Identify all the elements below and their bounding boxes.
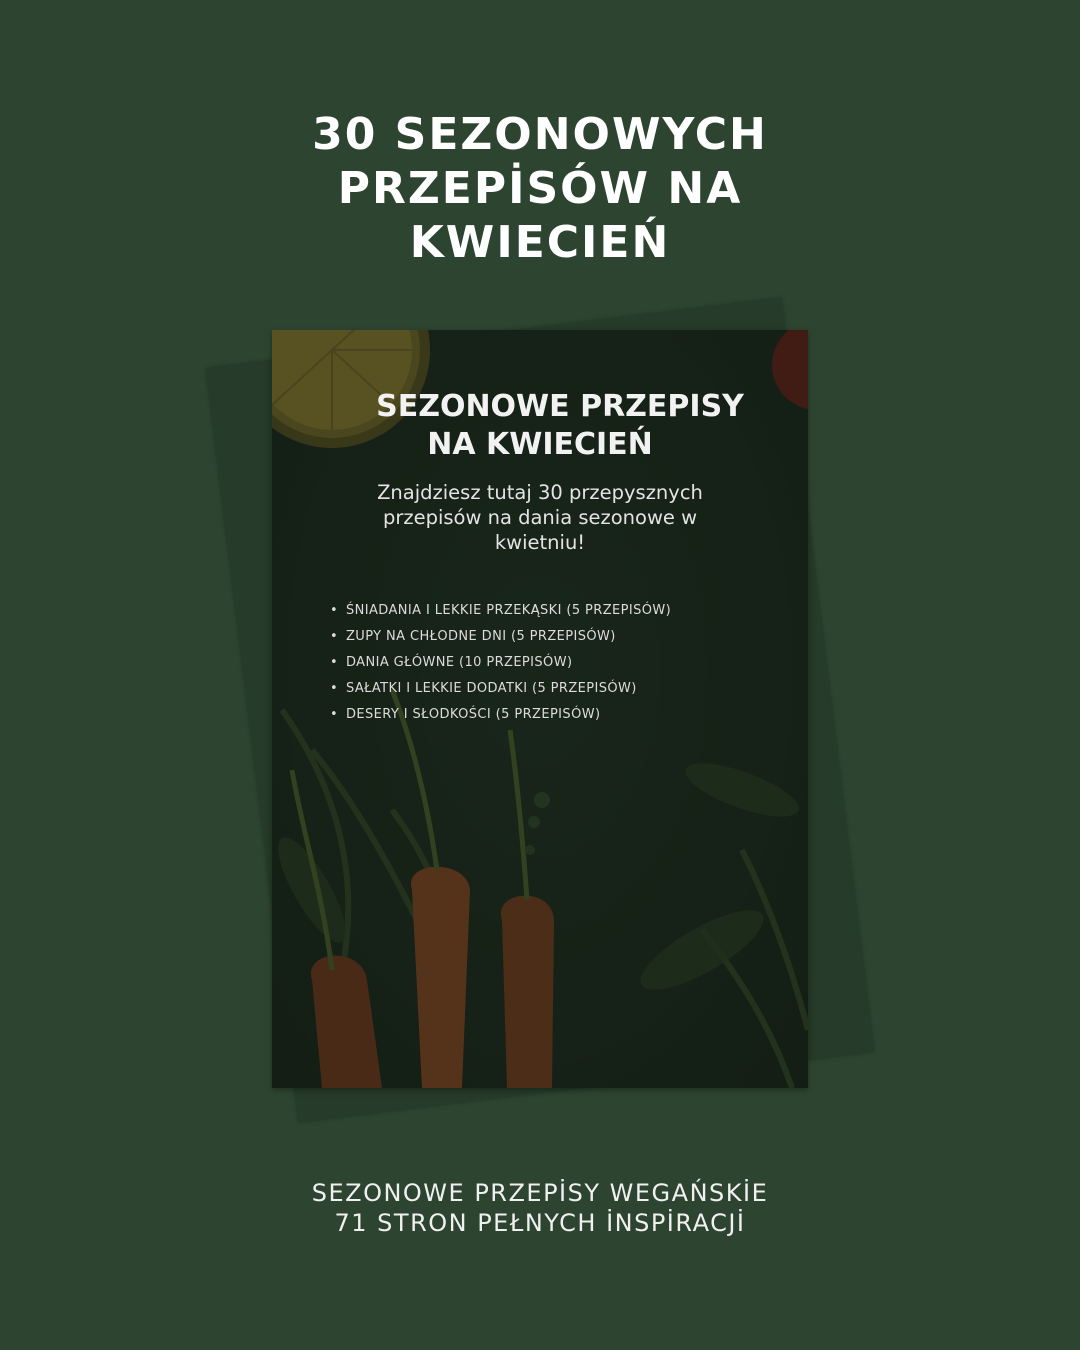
list-item-label: DANIA GŁÓWNE (10 PRZEPISÓW) [346, 655, 573, 670]
list-item-label: ZUPY NA CHŁODNE DNI (5 PRZEPISÓW) [346, 629, 616, 644]
footer-caption [140, 1178, 940, 1238]
cover-title-line-2: NA KWIECIEŃ [427, 427, 653, 462]
footer-line-1: SEZONOWE PRZEPİSY WEGAŃSKİE [311, 1179, 769, 1207]
cover-title-line-1: SEZONOWE PRZEPISY [376, 389, 744, 424]
list-item [330, 702, 671, 728]
ebook-cover [272, 330, 808, 1088]
cover-title [272, 388, 808, 464]
list-item-label: SAŁATKI I LEKKIE DODATKI (5 PRZEPISÓW) [346, 681, 637, 696]
bullet-icon: • [330, 629, 339, 644]
headline-line-3: KWIECIEŃ [409, 217, 671, 268]
bullet-icon: • [330, 681, 339, 696]
headline [140, 108, 940, 270]
list-item [330, 598, 671, 624]
list-item [330, 676, 671, 702]
cover-recipe-list [330, 598, 671, 728]
list-item-label: DESERY I SŁODKOŚCI (5 PRZEPISÓW) [346, 707, 601, 722]
list-item [330, 624, 671, 650]
list-item [330, 650, 671, 676]
list-item-label: ŚNIADANIA I LEKKIE PRZEKĄSKI (5 PRZEPISÓW) [346, 603, 672, 618]
cover-description: Znajdziesz tutaj 30 przepysznych przepisów na dania sezonowe w kwietniu! [377, 481, 703, 554]
footer-line-2: 71 STRON PEŁNYCH İNSPİRACJİ [334, 1209, 746, 1237]
bullet-icon: • [330, 655, 339, 670]
bullet-icon: • [330, 707, 339, 722]
headline-line-2: PRZEPİSÓW NA [337, 163, 743, 214]
headline-line-1: 30 SEZONOWYCH [312, 109, 768, 160]
bullet-icon: • [330, 603, 339, 618]
